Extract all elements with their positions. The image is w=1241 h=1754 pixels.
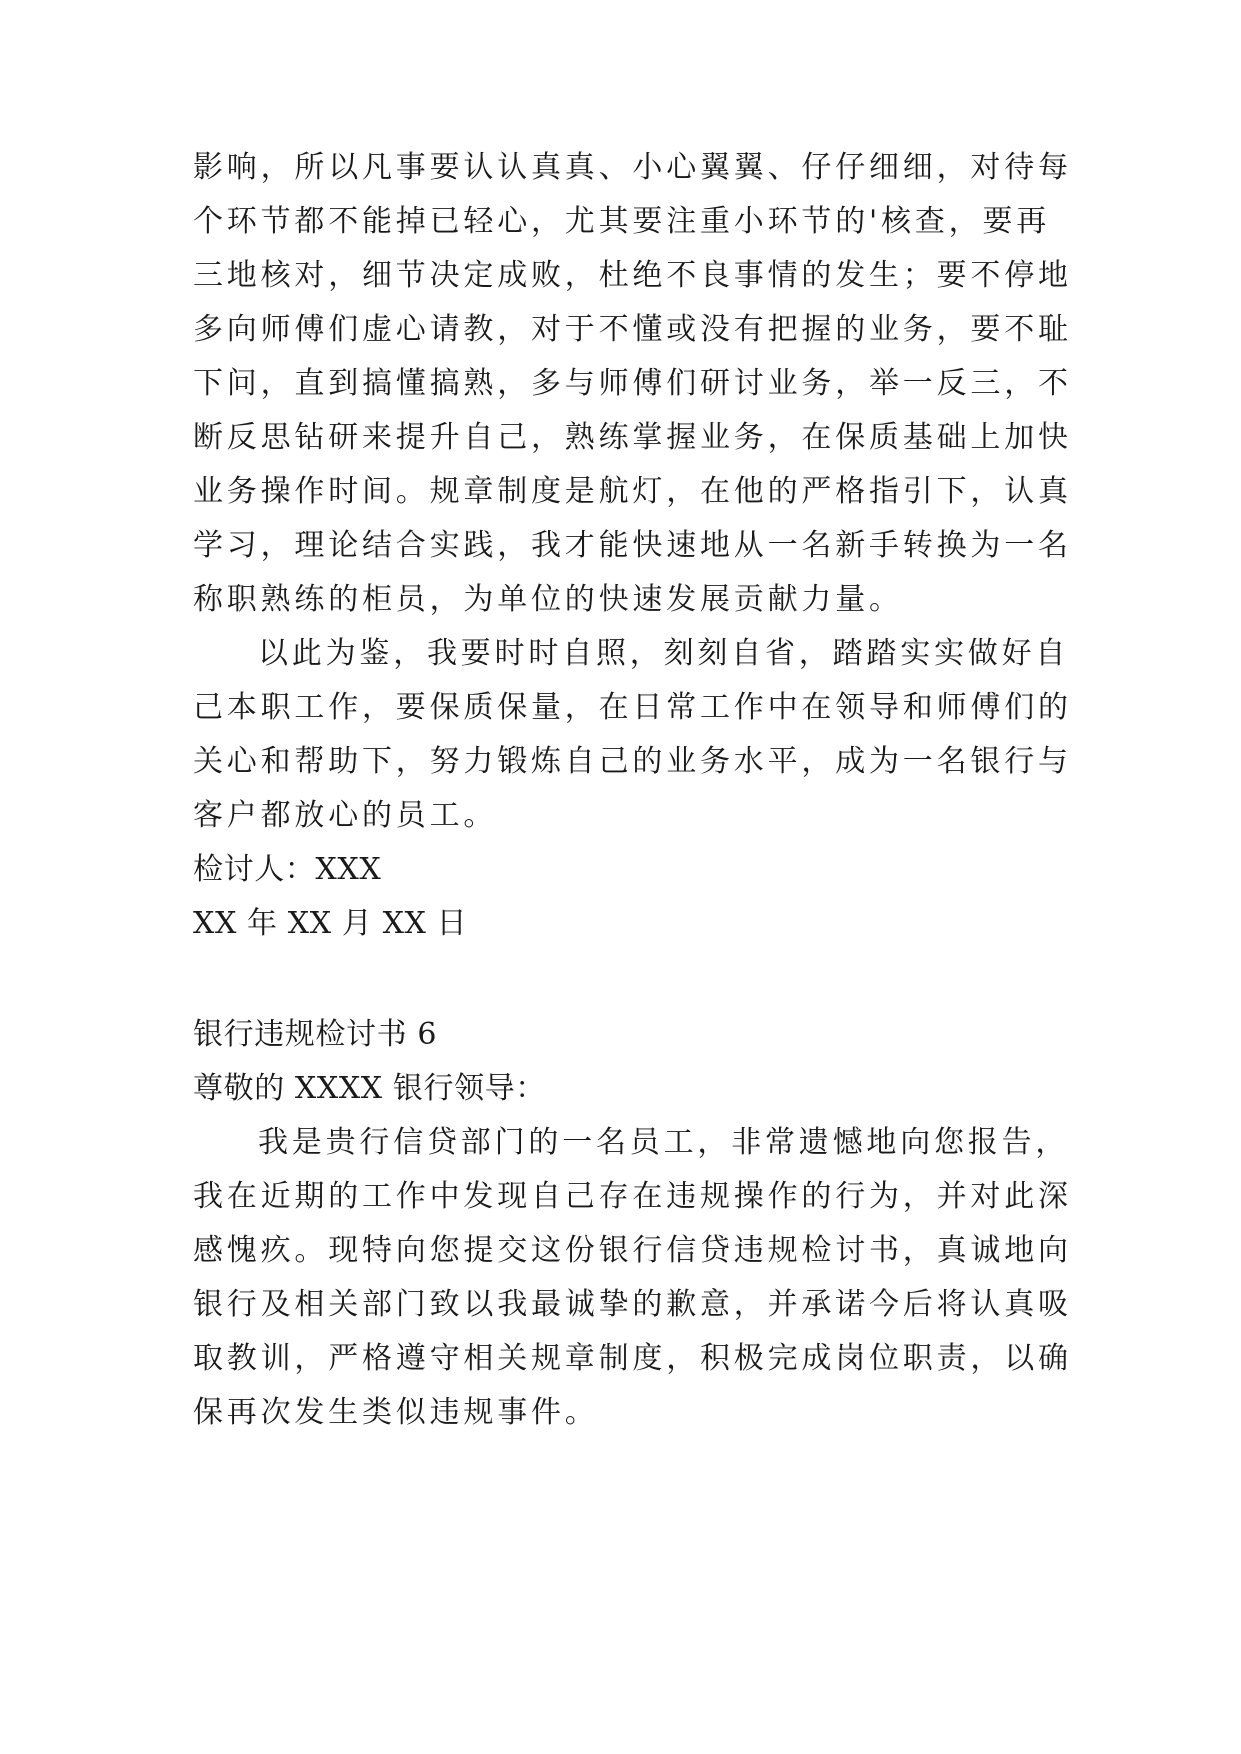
text-line: 我在近期的工作中发现自己存在违规操作的行为，并对此深 xyxy=(193,1179,1072,1214)
salutation: 尊敬的 XXXX 银行领导： xyxy=(193,1071,546,1106)
text-line: 关心和帮助下，努力锻炼自己的业务水平，成为一名银行与 xyxy=(193,744,1072,779)
text-line: 称职熟练的柜员，为单位的快速发展贡献力量。 xyxy=(193,582,903,617)
text-line: 断反思钻研来提升自己，熟练掌握业务，在保质基础上加快 xyxy=(193,420,1072,455)
text-line: 我是贵行信贷部门的一名员工，非常遗憾地向您报告， xyxy=(258,1125,1070,1160)
text-line: 学习，理论结合实践，我才能快速地从一名新手转换为一名 xyxy=(193,528,1072,563)
text-line: 多向师傅们虚心请教，对于不懂或没有把握的业务，要不耻 xyxy=(193,312,1072,347)
text-line: 取教训，严格遵守相关规章制度，积极完成岗位职责，以确 xyxy=(193,1341,1072,1376)
text-line: 影响，所以凡事要认认真真、小心翼翼、仔仔细细，对待每 xyxy=(193,150,1072,185)
text-line: 业务操作时间。规章制度是航灯，在他的严格指引下，认真 xyxy=(193,474,1072,509)
text-line: 保再次发生类似违规事件。 xyxy=(193,1395,599,1430)
text-line: 银行及相关部门致以我最诚挚的歉意，并承诺今后将认真吸 xyxy=(193,1287,1072,1322)
section-title: 银行违规检讨书 6 xyxy=(193,1017,438,1052)
text-line: 以此为鉴，我要时时自照，刻刻自省，踏踏实实做好自 xyxy=(258,636,1070,671)
text-line: 己本职工作，要保质保量，在日常工作中在领导和师傅们的 xyxy=(193,690,1072,725)
text-line: 客户都放心的员工。 xyxy=(193,798,498,833)
text-line: 三地核对，细节决定成败，杜绝不良事情的发生；要不停地 xyxy=(193,258,1072,293)
text-line: 感愧疚。现特向您提交这份银行信贷违规检讨书，真诚地向 xyxy=(193,1233,1072,1268)
text-line: 下问，直到搞懂搞熟，多与师傅们研讨业务，举一反三，不 xyxy=(193,366,1072,401)
text-line: 个环节都不能掉已轻心，尤其要注重小环节的'核查，要再 xyxy=(193,204,1051,239)
signature: 检讨人：XXX xyxy=(193,852,382,887)
date-line: XX 年 XX 月 XX 日 xyxy=(193,906,468,941)
